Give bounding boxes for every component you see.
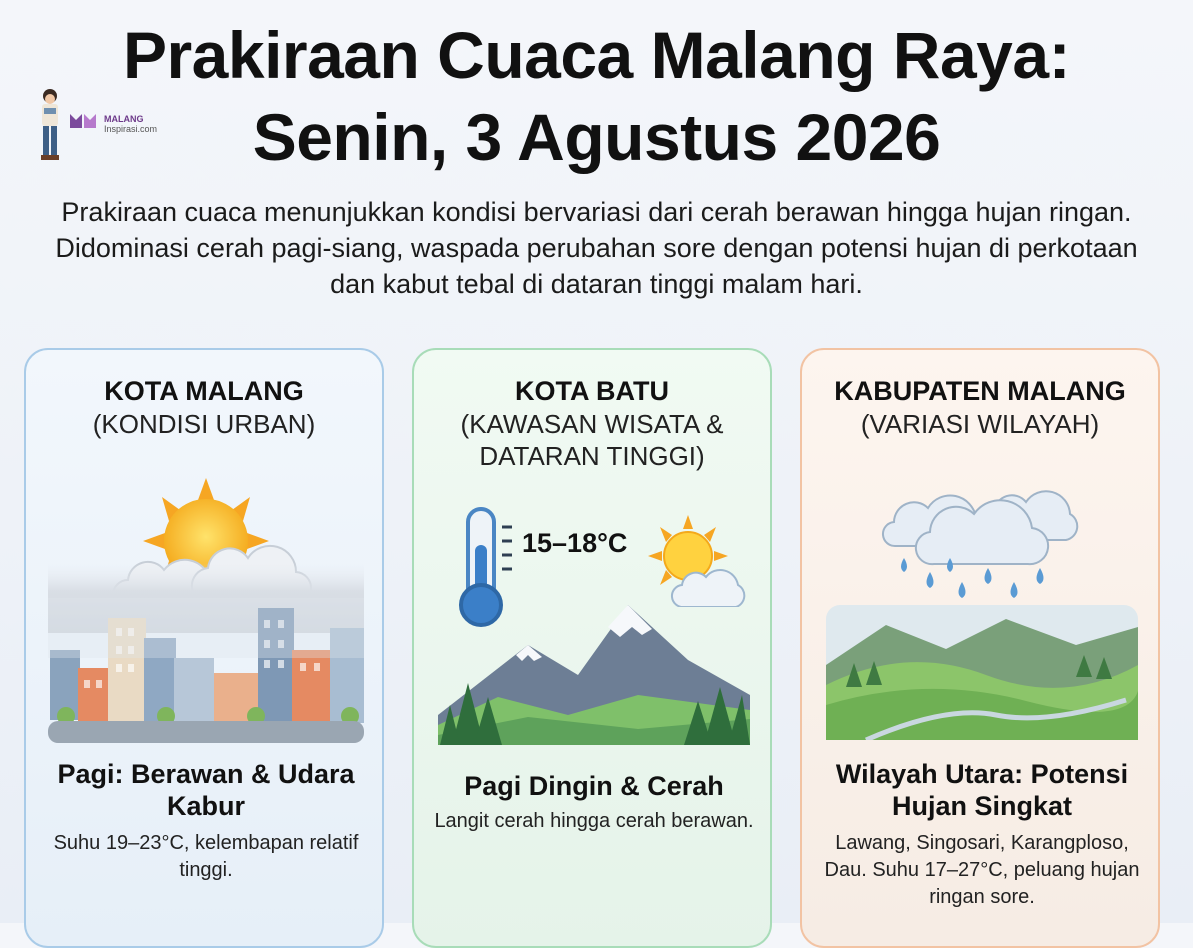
- card-description: Langit cerah hingga cerah berawan.: [434, 810, 754, 832]
- logo-text: [104, 114, 157, 134]
- card-heading: Pagi: Berawan & Udara Kabur: [57, 759, 355, 821]
- card-subtitle: (KAWASAN WISATA & DATARAN TINGGI): [460, 409, 724, 471]
- card-kabupaten-malang: [800, 348, 1160, 948]
- sun-cloud-icon: [648, 515, 748, 607]
- card-kota-malang: [24, 348, 384, 948]
- temperature-label: 15–18°C: [522, 528, 628, 558]
- mountain-landscape-icon: [438, 605, 750, 745]
- title-line-2: Senin, 3 Agustus 2026: [252, 100, 941, 174]
- logo: [30, 88, 180, 168]
- card-region: KABUPATEN MALANG: [834, 376, 1126, 406]
- card-heading: Wilayah Utara: Potensi Hujan Singkat: [835, 759, 1129, 821]
- intro-text: Prakiraan cuaca menunjukkan kondisi bervariasi dari cerah berawan hingga hujan ringan. Didominasi cerah pagi-siang, waspada perubahan sore dengan potensi hujan di perkotaan dan kabut tebal di dataran tinggi malam hari.: [55, 197, 1138, 299]
- rain-cloud-icon: [874, 472, 1094, 612]
- card-subtitle: (KONDISI URBAN): [92, 409, 316, 439]
- card-region: KOTA BATU: [515, 376, 669, 406]
- card-subtitle: (VARIASI WILAYAH): [860, 409, 1100, 439]
- title-line-1: Prakiraan Cuaca Malang Raya:: [122, 18, 1071, 92]
- logo-name: MALANG: [104, 114, 144, 124]
- card-heading: Pagi Dingin & Cerah: [464, 771, 724, 801]
- sun-behind-cloud-city-icon: [48, 468, 364, 743]
- card-description: Suhu 19–23°C, kelembapan relatif tinggi.: [53, 832, 359, 881]
- card-region: KOTA MALANG: [104, 376, 304, 406]
- card-description: Lawang, Singosari, Karangploso, Dau. Suhu 17–27°C, peluang hujan ringan sore.: [824, 832, 1140, 908]
- card-kota-batu: [412, 348, 772, 948]
- green-hills-icon: [826, 605, 1138, 740]
- logo-domain: Inspirasi.com: [104, 124, 158, 134]
